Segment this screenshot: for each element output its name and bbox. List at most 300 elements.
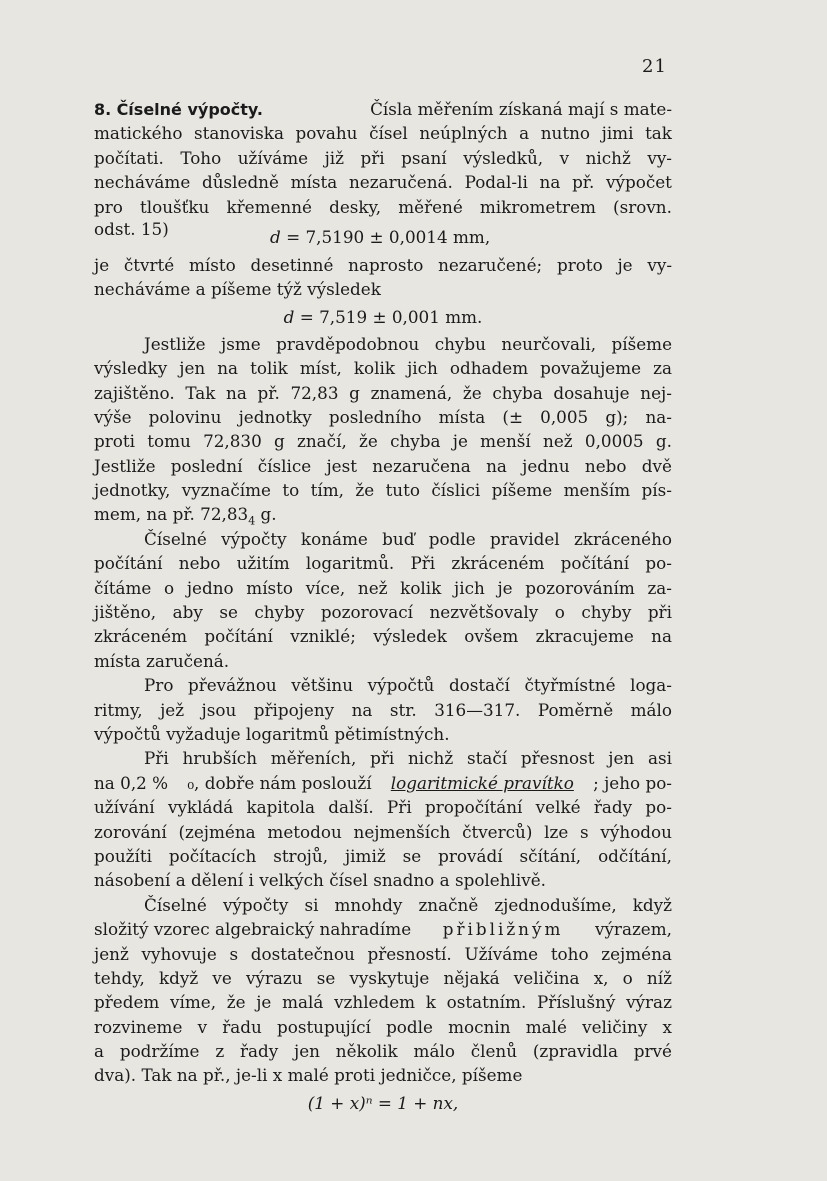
word: mikrometrem	[479, 196, 596, 217]
section-number: 8.	[94, 100, 112, 119]
word: řadu	[222, 1016, 262, 1037]
text-line	[94, 1039, 672, 1063]
word: na	[486, 455, 507, 476]
word: (srovn.	[613, 196, 672, 217]
word: důsledně	[201, 172, 279, 193]
word: jednu	[522, 455, 570, 476]
word: odčítání,	[598, 845, 672, 866]
word: na	[226, 382, 247, 403]
word: je	[256, 992, 272, 1013]
word: toho	[550, 943, 589, 964]
text-line	[94, 146, 672, 170]
word: metodou	[267, 821, 342, 842]
word: (±	[502, 406, 524, 427]
word: víme,	[170, 992, 217, 1013]
word: Příslušný	[537, 992, 616, 1013]
word: nichž	[407, 748, 454, 769]
word: Při	[410, 553, 436, 574]
text-line	[94, 454, 672, 478]
page-number: 21	[642, 56, 667, 77]
word: dosahuje	[553, 382, 630, 403]
word: zjednodušíme,	[494, 894, 617, 915]
word: se	[316, 967, 336, 988]
word: při	[647, 602, 672, 623]
word: vykládá	[167, 797, 234, 818]
text-line	[94, 795, 672, 819]
text-line	[94, 170, 672, 194]
word: připojeny	[253, 699, 335, 720]
word: to	[282, 480, 300, 501]
word: provádí	[438, 845, 503, 866]
word: Při	[387, 797, 412, 818]
text-run: ₀, dobře nám poslouží	[187, 772, 372, 793]
text-run: odst. 15)	[94, 218, 169, 239]
word: (zpravidla	[532, 1041, 618, 1062]
word: na-	[645, 406, 672, 427]
word: s	[580, 821, 589, 842]
word: tloušťku	[139, 196, 210, 217]
word: místo	[246, 577, 294, 598]
word: místo	[189, 254, 236, 275]
eq-value: = 7,5190 ± 0,0014 mm,	[286, 226, 491, 247]
word: dostačí	[448, 675, 510, 696]
word: vy-	[647, 147, 672, 168]
word: jištěno,	[94, 602, 157, 623]
word: měřené	[398, 196, 463, 217]
word: vyhovuje	[141, 943, 217, 964]
word: nejmenších	[353, 821, 451, 842]
word: tomu	[147, 431, 191, 452]
word: za-	[647, 577, 672, 598]
word: tak	[645, 123, 672, 144]
word: použíti	[94, 845, 152, 866]
word: propočítání	[424, 797, 523, 818]
word: značně	[418, 894, 479, 915]
word: výpočtů	[367, 675, 435, 696]
word: na	[217, 358, 239, 379]
text-run: složitý vzorec algebraický nahradíme	[94, 919, 412, 940]
word: počítání	[94, 553, 163, 574]
word: výše	[94, 406, 132, 427]
word: podle	[428, 528, 476, 549]
word: lze	[544, 821, 569, 842]
word: jimiž	[344, 845, 386, 866]
word: o	[554, 602, 565, 623]
word: postupující	[276, 1016, 371, 1037]
word: po-	[645, 553, 672, 574]
text-line	[94, 527, 672, 551]
word: kapitola	[246, 797, 316, 818]
eq-var: d	[283, 306, 295, 327]
equation-2	[94, 302, 672, 332]
word: neúplných	[419, 123, 508, 144]
word: v	[197, 1016, 208, 1037]
word: na	[351, 699, 373, 720]
word: zkráceného	[573, 528, 672, 549]
word: chyba	[390, 431, 441, 452]
word: na	[651, 626, 672, 647]
word: za	[653, 358, 672, 379]
word: převážnou	[187, 675, 277, 696]
word: konáme	[300, 528, 368, 549]
word: zkráceném	[94, 626, 188, 647]
text-line	[94, 478, 672, 502]
text-line	[94, 771, 672, 795]
italic-term: logaritmické pravítko	[390, 772, 574, 793]
word: že	[226, 992, 246, 1013]
word: čísel	[369, 123, 408, 144]
word: několik	[335, 1041, 398, 1062]
word: je	[452, 431, 468, 452]
word: g);	[605, 406, 629, 427]
word: vy-	[647, 254, 672, 275]
text-line	[94, 893, 672, 917]
word: ve	[212, 967, 232, 988]
word: kolik	[400, 577, 442, 598]
word: píšeme	[611, 333, 672, 354]
word: znamená,	[370, 382, 453, 403]
word: místa	[438, 406, 486, 427]
word: ritmy,	[94, 699, 143, 720]
word: výpočty	[221, 528, 287, 549]
word: s	[229, 943, 239, 964]
word: (zejména	[178, 821, 256, 842]
word: nebo	[584, 455, 627, 476]
word: místa	[290, 172, 338, 193]
word: g	[274, 431, 285, 452]
text-line	[94, 121, 672, 145]
word: křemenné	[226, 196, 312, 217]
word: desetinné	[250, 254, 334, 275]
text-line	[94, 844, 672, 868]
word: posledního	[328, 406, 422, 427]
word: jenž	[94, 943, 129, 964]
word: pravidel	[489, 528, 560, 549]
word: jimi	[601, 123, 634, 144]
text-line	[94, 600, 672, 624]
word: 72,83	[290, 382, 339, 403]
word: níž	[646, 967, 672, 988]
word: rozvineme	[94, 1016, 183, 1037]
word: prvé	[633, 1041, 672, 1062]
word: číslici	[431, 480, 481, 501]
word: nezvětšovaly	[429, 602, 539, 623]
word: vzhledem	[334, 992, 416, 1013]
word: přesnost	[520, 748, 595, 769]
word: chyba	[492, 382, 543, 403]
word: veličina	[513, 967, 580, 988]
word: dvě	[641, 455, 672, 476]
word: nezaručená.	[348, 172, 453, 193]
word: nutno	[540, 123, 591, 144]
word: další.	[328, 797, 374, 818]
word: x,	[593, 967, 609, 988]
word: vyskytuje	[349, 967, 430, 988]
word: hrubších	[182, 748, 258, 769]
word: polovinu	[148, 406, 222, 427]
word: po-	[645, 797, 672, 818]
word: přesností.	[367, 943, 452, 964]
text-line	[94, 551, 672, 575]
word: jsou	[201, 699, 237, 720]
word: naprosto	[348, 254, 424, 275]
word: výraz	[626, 992, 672, 1013]
word: z	[215, 1041, 225, 1062]
word: jich	[454, 577, 485, 598]
word: značí,	[297, 431, 347, 452]
section-title: Číselné výpočty.	[116, 100, 263, 119]
word: proto	[556, 254, 603, 275]
word: sčítání,	[519, 845, 582, 866]
word: nezaručené;	[438, 254, 543, 275]
word: tolik	[250, 358, 288, 379]
word: Poměrně	[537, 699, 614, 720]
word: užitím	[236, 553, 290, 574]
word: př.	[257, 382, 280, 403]
word: Jestliže	[144, 333, 206, 354]
word: Jestliže	[94, 455, 156, 476]
word: pozorovací	[320, 602, 413, 623]
body-text	[94, 97, 672, 1118]
word: Toho	[180, 147, 222, 168]
word: se	[219, 602, 238, 623]
word: Číselné	[144, 528, 207, 549]
text-line: místa zaručená.	[94, 650, 230, 671]
word: je	[94, 254, 110, 275]
word: výsledek	[373, 626, 447, 647]
word: Tak	[185, 382, 216, 403]
word: ovšem	[464, 626, 519, 647]
word: logaritmů.	[305, 553, 395, 574]
word: desky,	[329, 196, 382, 217]
word: 316—317.	[434, 699, 521, 720]
word: již	[324, 147, 344, 168]
subscript: 4	[248, 514, 256, 528]
text-run: na 0,2 %	[94, 772, 169, 793]
word: v	[559, 147, 570, 168]
word: pro	[94, 196, 123, 217]
word: počítacích	[168, 845, 257, 866]
text-line	[94, 332, 672, 356]
word: jsme	[221, 333, 261, 354]
word: jež	[160, 699, 185, 720]
eq-var: d	[270, 226, 281, 247]
word: ostatním.	[446, 992, 527, 1013]
word: g.	[655, 431, 672, 452]
word: str.	[389, 699, 417, 720]
word: nezaručena	[372, 455, 471, 476]
word: Při	[144, 748, 169, 769]
text-line: dva). Tak na př., je-li x malé proti jedničce, píšeme	[94, 1065, 523, 1086]
word: výsledků,	[463, 147, 544, 168]
word: př.	[572, 172, 595, 193]
word: Pro	[144, 675, 174, 696]
word: aby	[172, 602, 203, 623]
word: jedno	[186, 577, 234, 598]
text-line	[94, 942, 672, 966]
text-line	[94, 673, 672, 697]
word: zejména	[601, 943, 672, 964]
text-line	[94, 698, 672, 722]
word: jednotky,	[94, 480, 171, 501]
text-line	[94, 405, 672, 429]
text-line	[94, 820, 672, 844]
word: strojů,	[273, 845, 329, 866]
word: 0,0005	[584, 431, 644, 452]
word: zajištěno.	[94, 382, 175, 403]
word: g	[349, 382, 360, 403]
word: na	[539, 172, 561, 193]
word: tuto	[385, 480, 420, 501]
word: matického	[94, 123, 183, 144]
word: povahu	[295, 123, 358, 144]
word: menším	[563, 480, 631, 501]
word: buď	[382, 528, 415, 549]
word: že	[359, 431, 378, 452]
word: když	[632, 894, 672, 915]
word: psaní	[401, 147, 447, 168]
word: tehdy,	[94, 967, 145, 988]
text-line	[94, 966, 672, 990]
word: řady	[239, 1041, 279, 1062]
word: užíváme	[237, 147, 309, 168]
word: míst,	[299, 358, 342, 379]
word: jich	[407, 358, 438, 379]
word: členů	[470, 1041, 518, 1062]
word: když	[158, 967, 199, 988]
word: čítáme	[94, 577, 152, 598]
text-line: výpočtů vyžaduje logaritmů pětimístných.	[94, 723, 450, 744]
word: při	[370, 748, 395, 769]
word: a	[519, 123, 530, 144]
word: pozorováním	[525, 577, 635, 598]
word: vyznačíme	[181, 480, 271, 501]
text-run: ; jeho po-	[593, 772, 672, 793]
text-run: g.	[255, 504, 277, 525]
word: výpočty	[222, 894, 289, 915]
word: čtvrté	[123, 254, 175, 275]
word: nějaká	[443, 967, 500, 988]
word: při	[360, 147, 385, 168]
word: dostatečnou	[250, 943, 355, 964]
spaced-term: přibližným	[442, 919, 564, 940]
word: k	[425, 992, 436, 1013]
word: číslice	[257, 455, 312, 476]
word: řady	[593, 797, 633, 818]
text-line	[94, 195, 672, 219]
word: proti	[94, 431, 135, 452]
word: výpočet	[606, 172, 672, 193]
word: píšeme	[491, 480, 553, 501]
word: asi	[647, 748, 672, 769]
word: se	[402, 845, 422, 866]
word: výrazu	[245, 967, 303, 988]
word: většinu	[291, 675, 354, 696]
word: považujeme	[540, 358, 642, 379]
word: menší	[480, 431, 531, 452]
word: 0,005	[540, 406, 589, 427]
word: podržíme	[119, 1041, 200, 1062]
word: poslední	[170, 455, 243, 476]
text-line	[94, 624, 672, 648]
word: více,	[305, 577, 346, 598]
word: si	[304, 894, 319, 915]
word: jen	[608, 748, 635, 769]
word: x	[662, 1016, 672, 1037]
word: neurčovali,	[501, 333, 597, 354]
equation-3: (1 + x)ⁿ = 1 + nx,	[307, 1092, 459, 1113]
text-line	[94, 253, 672, 277]
word: že	[355, 480, 375, 501]
text-line	[94, 1015, 672, 1039]
text-run	[94, 502, 277, 526]
word: než	[357, 577, 388, 598]
text-line: násobení a dělení i velkých čísel snadno a spolehlivě.	[94, 870, 547, 891]
text-line	[94, 990, 672, 1014]
text-line	[94, 356, 672, 380]
word: tím,	[310, 480, 344, 501]
text-run: Čísla měřením získaná mají s mate-	[370, 99, 672, 119]
text-run: mem, na př. 72,83	[94, 504, 249, 525]
word: nichž	[585, 147, 631, 168]
word: výhodou	[600, 821, 672, 842]
word: zkracujeme	[535, 626, 634, 647]
word: podle	[386, 1016, 433, 1037]
word: jen	[294, 1041, 320, 1062]
word: veličiny	[582, 1016, 648, 1037]
word: Užíváme	[464, 943, 539, 964]
word: jednotky	[238, 406, 312, 427]
word: měřeních,	[270, 748, 357, 769]
word: chybu	[434, 333, 486, 354]
word: Podal-li	[464, 172, 528, 193]
word: odhadem	[449, 358, 529, 379]
word: čtyřmístné	[524, 675, 616, 696]
word: Číselné	[144, 894, 207, 915]
text-run: výrazem,	[594, 919, 672, 940]
word: nebo	[178, 553, 221, 574]
word: zkráceném	[451, 553, 545, 574]
word: počítání	[204, 626, 273, 647]
equation-1	[264, 219, 672, 249]
word: necháváme	[94, 172, 191, 193]
word: jen	[179, 358, 206, 379]
word: o	[164, 577, 175, 598]
equation-row	[94, 219, 672, 253]
text-line	[94, 917, 672, 941]
text-line	[94, 97, 672, 121]
word: chyby	[581, 602, 632, 623]
word: je	[497, 577, 513, 598]
word: užívání	[94, 797, 155, 818]
word: předem	[94, 992, 160, 1013]
text-line	[94, 381, 672, 405]
text-line	[94, 576, 672, 600]
word: málo	[413, 1041, 455, 1062]
text-line	[94, 429, 672, 453]
word: velké	[535, 797, 581, 818]
word: málo	[630, 699, 672, 720]
word: 72,830	[203, 431, 262, 452]
word: než	[543, 431, 573, 452]
word: malá	[282, 992, 324, 1013]
text-line	[94, 502, 672, 526]
word: stačí	[466, 748, 508, 769]
word: jest	[326, 455, 357, 476]
word: pravděpodobnou	[276, 333, 420, 354]
word: vzniklé;	[290, 626, 356, 647]
word: nej-	[640, 382, 672, 403]
